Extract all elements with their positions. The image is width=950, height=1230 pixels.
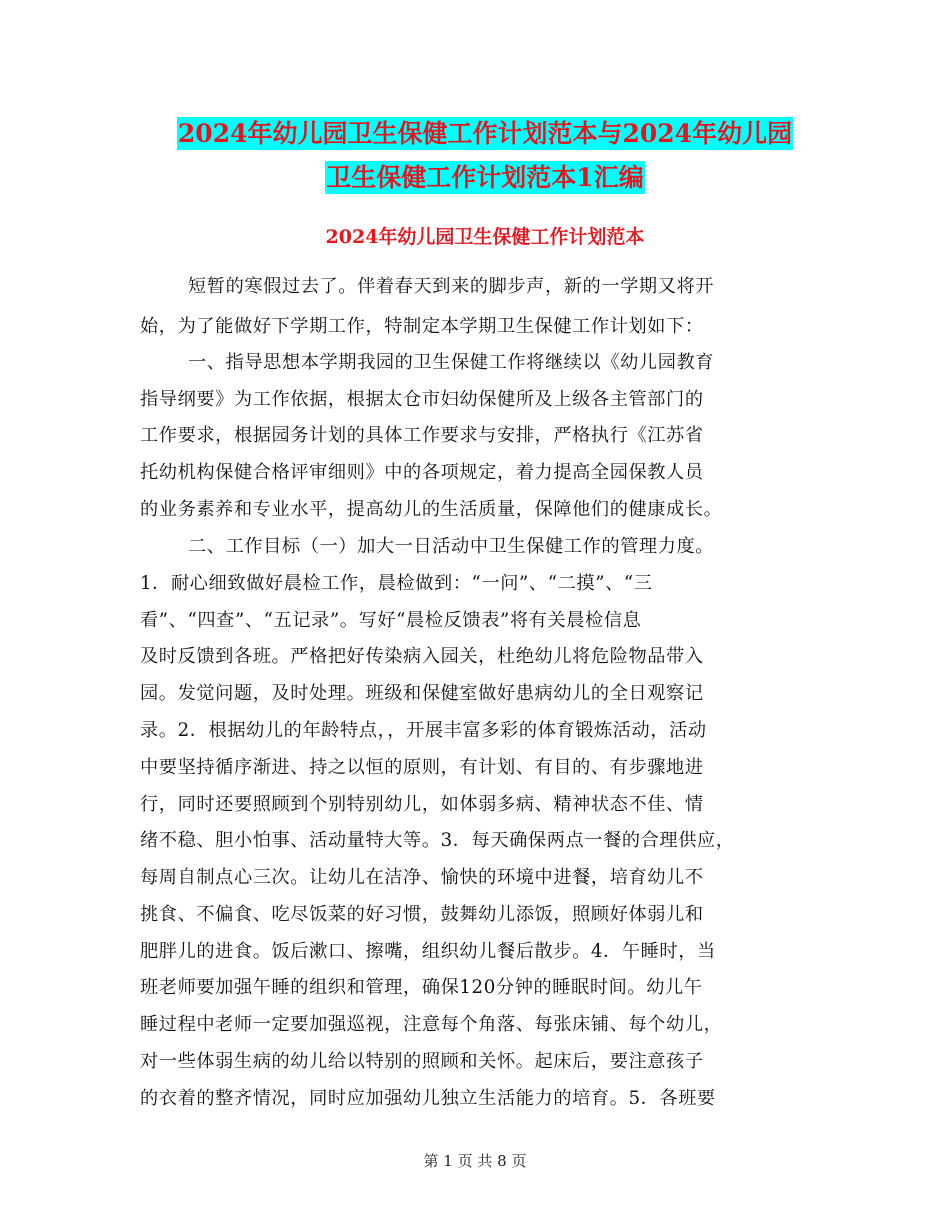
- document-title-line2: 卫生保健工作计划范本1汇编: [326, 163, 644, 192]
- body-line: 指导纲要》为工作依据，根据太仓市妇幼保健所及上级各主管部门的: [140, 389, 704, 410]
- body-line: 的业务素养和专业水平，提高幼儿的生活质量，保障他们的健康成长。: [140, 499, 723, 520]
- body-line: 园。发觉问题，及时处理。班级和保健室做好患病幼儿的全日观察记: [140, 683, 704, 704]
- body-line: 挑食、不偏食、吃尽饭菜的好习惯，鼓舞幼儿添饭，照顾好体弱儿和: [140, 904, 704, 925]
- body-line: 工作要求，根据园务计划的具体工作要求与安排，严格执行《江苏省: [140, 425, 704, 446]
- body-line: 行，同时还要照顾到个别特别幼儿，如体弱多病、精神状态不佳、情: [140, 794, 704, 815]
- section-title: 2024年幼儿园卫生保健工作计划范本: [325, 226, 645, 248]
- body-line: 一、指导思想本学期我园的卫生保健工作将继续以《幼儿园教育: [188, 352, 715, 373]
- body-line: 每周自制点心三次。让幼儿在洁净、愉快的环境中进餐，培育幼儿不: [140, 867, 704, 888]
- body-line: 班老师要加强午睡的组织和管理，确保120分钟的睡眠时间。幼儿午: [140, 977, 703, 998]
- body-line: 托幼机构保健合格评审细则》中的各项规定，着力提高全园保教人员: [140, 462, 704, 483]
- body-line: 对一些体弱生病的幼儿给以特别的照顾和关怀。起床后，要注意孩子: [140, 1051, 704, 1072]
- body-line: 看”、“四查”、“五记录”。写好“晨检反馈表”将有关晨检信息: [140, 610, 642, 631]
- body-line: 录。2．根据幼儿的年龄特点，，开展丰富多彩的体育锻炼活动，活动: [140, 720, 707, 741]
- body-line: 始，为了能做好下学期工作，特制定本学期卫生保健工作计划如下：: [140, 316, 704, 337]
- body-line: 肥胖儿的进食。饭后漱口、擦嘴，组织幼儿餐后散步。4．午睡时，当: [140, 941, 716, 962]
- body-line: 睡过程中老师一定要加强巡视，注意每个角落、每张床铺、每个幼儿，: [140, 1014, 723, 1035]
- body-line: 中要坚持循序渐进、持之以恒的原则，有计划、有目的、有步骤地进: [140, 757, 704, 778]
- body-line: 短暂的寒假过去了。伴着春天到来的脚步声，新的一学期又将开: [188, 276, 715, 297]
- body-line: 二、工作目标（一）加大一日活动中卫生保健工作的管理力度。: [188, 536, 715, 557]
- body-line: 及时反馈到各班。严格把好传染病入园关，杜绝幼儿将危险物品带入: [140, 646, 704, 667]
- body-line: 的衣着的整齐情况，同时应加强幼儿独立生活能力的培育。5．各班要: [140, 1088, 716, 1109]
- document-title-line1: 2024年幼儿园卫生保健工作计划范本与2024年幼儿园: [177, 119, 793, 148]
- body-line: 1．耐心细致做好晨检工作，晨检做到：“一问”、“二摸”、“三: [140, 573, 653, 594]
- page-footer: 第 1 页 共 8 页: [423, 1152, 527, 1170]
- body-line: 绪不稳、胆小怕事、活动量特大等。3．每天确保两点一餐的合理供应，: [140, 830, 735, 851]
- document-title: [140, 112, 830, 200]
